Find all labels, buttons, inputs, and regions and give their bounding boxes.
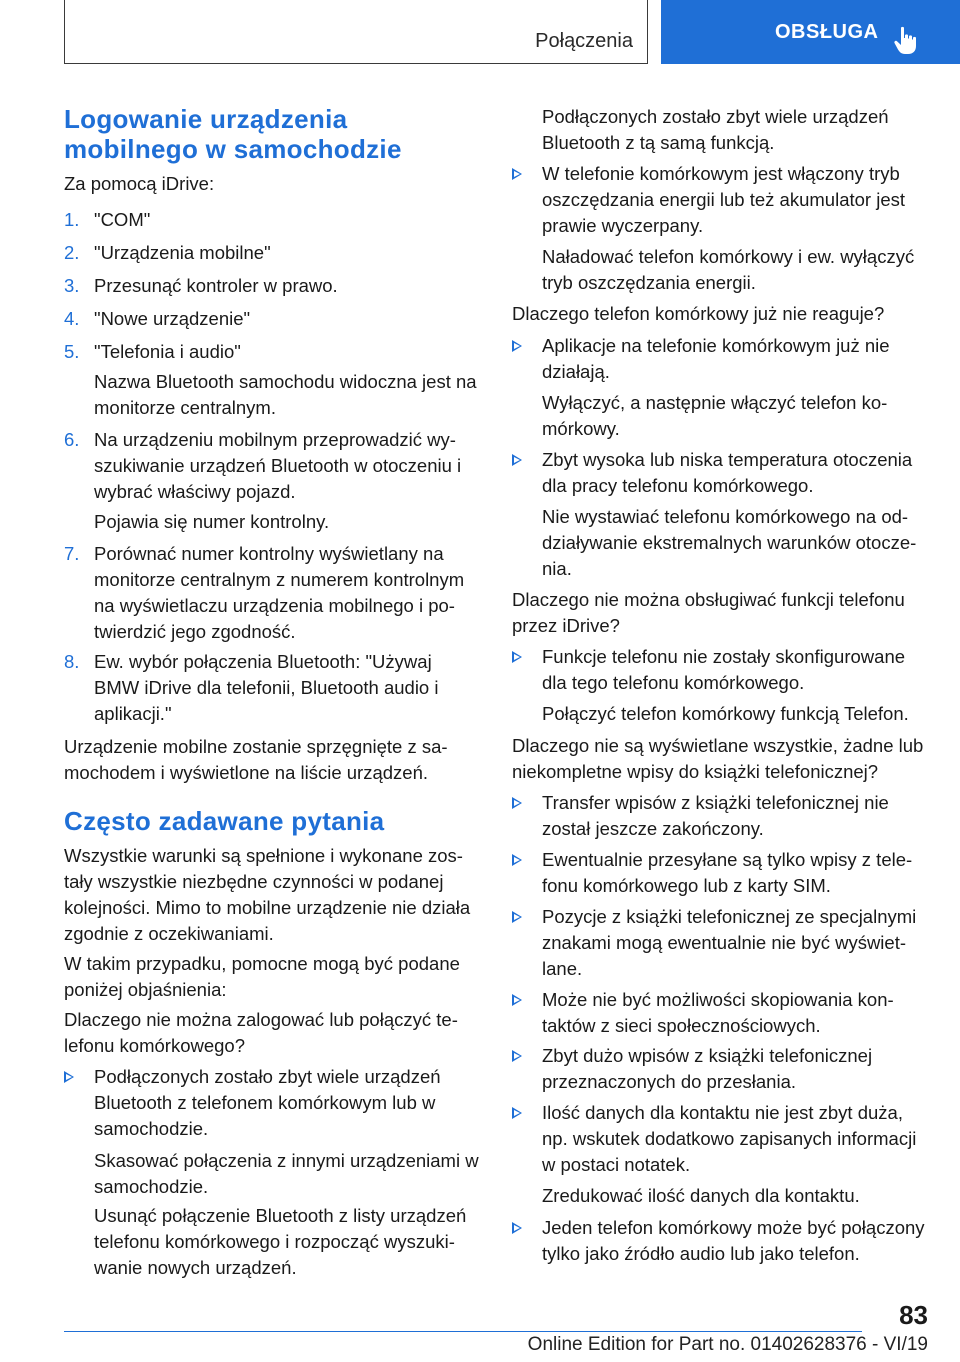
triangle-bullet-icon xyxy=(512,797,522,809)
bullet-text: Może nie być możliwości skopiowania kontaktów z sieci społecznościowych. xyxy=(542,989,894,1036)
page-number: 83 xyxy=(899,1300,928,1330)
step-text: "Urządzenia mobilne" xyxy=(94,242,271,263)
step-text: "Nowe urządzenie" xyxy=(94,308,251,329)
bullet-text: Ilość danych dla kontaktu nie jest zbyt duża, np. wskutek dodatkowo zapisanych informacji w postaci notatek. xyxy=(542,1102,917,1175)
triangle-bullet-icon xyxy=(512,1050,522,1062)
footer-edition: Online Edition for Part no. 01402628376 - VI/19 xyxy=(527,1334,928,1355)
bullet-note: Naładować telefon komórkowy i ew. wyłączyć tryb oszczędzania energii. xyxy=(542,246,915,293)
step-text: Porównać numer kontrolny wyświetlany na monitorze centralnym z numerem kontrolnym na wyświetlaczu urządzenia mobilnego i potwierdzić jego zgodność. xyxy=(94,543,465,642)
bullet-text: W telefonie komórkowym jest włączony tryb oszczędzania energii lub też akumulator jest prawie wyczerpany. xyxy=(542,163,905,236)
triangle-bullet-icon xyxy=(512,168,522,180)
step-text: "COM" xyxy=(94,209,151,230)
triangle-bullet-icon xyxy=(512,911,522,923)
heading-login-line2: mobilnego w samochodzie xyxy=(64,134,402,164)
triangle-bullet-icon xyxy=(512,854,522,866)
faq-intro-2: W takim przypadku, pomocne mogą być podane poniżej objaśnienia: xyxy=(64,953,460,1000)
question: Dlaczego nie można zalogować lub połączyć telefonu komórkowego? xyxy=(64,1009,458,1056)
triangle-bullet-icon xyxy=(512,1222,522,1234)
step-text: Ew. wybór połączenia Bluetooth: "Używaj BMW iDrive dla telefonii, Bluetooth audio i aplikacji." xyxy=(94,651,439,724)
step-number: 6. xyxy=(64,429,80,450)
header-section-box xyxy=(64,0,648,64)
triangle-bullet-icon xyxy=(512,454,522,466)
question: Dlaczego nie są wyświetlane wszystkie, żadne lub niekompletne wpisy do książki telefonicznej? xyxy=(512,735,924,782)
step-text: "Telefonia i audio" xyxy=(94,341,241,362)
section-title: Połączenia xyxy=(535,30,633,52)
pointing-hand-icon xyxy=(893,26,919,56)
triangle-bullet-icon xyxy=(512,340,522,352)
question: Dlaczego telefon komórkowy już nie reaguje? xyxy=(512,303,885,324)
bullet-note: Nie wystawiać telefonu komórkowego na oddziaływanie ekstremalnych warunków otoczenia. xyxy=(542,506,917,579)
step-number: 1. xyxy=(64,209,80,230)
triangle-bullet-icon xyxy=(512,1107,522,1119)
bullet-note: Usunąć połączenie Bluetooth z listy urządzeń telefonu komórkowego i rozpocząć wyszukiwanie nowych urządzeń. xyxy=(94,1205,467,1278)
step-number: 4. xyxy=(64,308,80,329)
bullet-text: Zbyt dużo wpisów z książki telefonicznej przeznaczonych do przesłania. xyxy=(542,1045,873,1092)
heading-login-line1: Logowanie urządzenia xyxy=(64,104,348,134)
chapter-tab[interactable] xyxy=(661,0,960,64)
bullet-note: Zredukować ilość danych dla kontaktu. xyxy=(542,1185,860,1206)
footer-divider xyxy=(64,1331,862,1332)
bullet-note: Połączyć telefon komórkowy funkcją Telefon. xyxy=(542,703,909,724)
intro-text: Za pomocą iDrive: xyxy=(64,173,215,194)
question: Dlaczego nie można obsługiwać funkcji telefonu przez iDrive? xyxy=(512,589,905,636)
heading-login xyxy=(64,104,480,164)
pairing-result: Urządzenie mobilne zostanie sprzęgnięte z samochodem i wyświetlone na liście urządzeń. xyxy=(64,736,448,783)
bullet-text-continued: Podłączonych zostało zbyt wiele urządzeń Bluetooth z tą samą funkcją. xyxy=(542,106,889,153)
triangle-bullet-icon xyxy=(64,1071,74,1083)
bullet-note: Skasować połączenia z innymi urządzeniami w samochodzie. xyxy=(94,1150,479,1197)
bullet-text: Pozycje z książki telefonicznej ze specjalnymi znakami mogą ewentualnie nie być wyświetlane. xyxy=(542,906,917,979)
step-text: Na urządzeniu mobilnym przeprowadzić wyszukiwanie urządzeń Bluetooth w otoczeniu i wybrać właściwy pojazd. xyxy=(94,429,462,502)
triangle-bullet-icon xyxy=(512,651,522,663)
bullet-text: Ewentualnie przesyłane są tylko wpisy z telefonu komórkowego lub z karty SIM. xyxy=(542,849,913,896)
bullet-text: Aplikacje na telefonie komórkowym już nie działają. xyxy=(542,335,890,382)
bullet-text: Zbyt wysoka lub niska temperatura otoczenia dla pracy telefonu komórkowego. xyxy=(542,449,913,496)
bullet-text: Podłączonych zostało zbyt wiele urządzeń Bluetooth z telefonem komórkowym lub w samochodzie. xyxy=(94,1066,441,1139)
step-number: 3. xyxy=(64,275,80,296)
step-text: Przesunąć kontroler w prawo. xyxy=(94,275,338,296)
triangle-bullet-icon xyxy=(512,994,522,1006)
step-number: 2. xyxy=(64,242,80,263)
bullet-note: Wyłączyć, a następnie włączyć telefon komórkowy. xyxy=(542,392,888,439)
bullet-text: Transfer wpisów z książki telefonicznej nie został jeszcze zakończony. xyxy=(542,792,889,839)
step-number: 7. xyxy=(64,543,80,564)
chapter-tab-label: OBSŁUGA xyxy=(775,20,879,43)
bullet-text: Funkcje telefonu nie zostały skonfigurowane dla tego telefonu komórkowego. xyxy=(542,646,906,693)
step6-note: Pojawia się numer kontrolny. xyxy=(94,511,330,532)
bullet-text: Jeden telefon komórkowy może być połączony tylko jako źródło audio lub jako telefon. xyxy=(542,1217,925,1264)
faq-intro: Wszystkie warunki są spełnione i wykonane zostały wszystkie niezbędne czynności w podanej kolejności. Mimo to mobilne urządzenie nie działa zgodnie z oczekiwaniami. xyxy=(64,845,471,944)
step5-note: Nazwa Bluetooth samochodu widoczna jest na monitorze centralnym. xyxy=(94,371,477,418)
step-number: 5. xyxy=(64,341,80,362)
heading-faq: Często zadawane pytania xyxy=(64,806,385,836)
step-number: 8. xyxy=(64,651,80,672)
